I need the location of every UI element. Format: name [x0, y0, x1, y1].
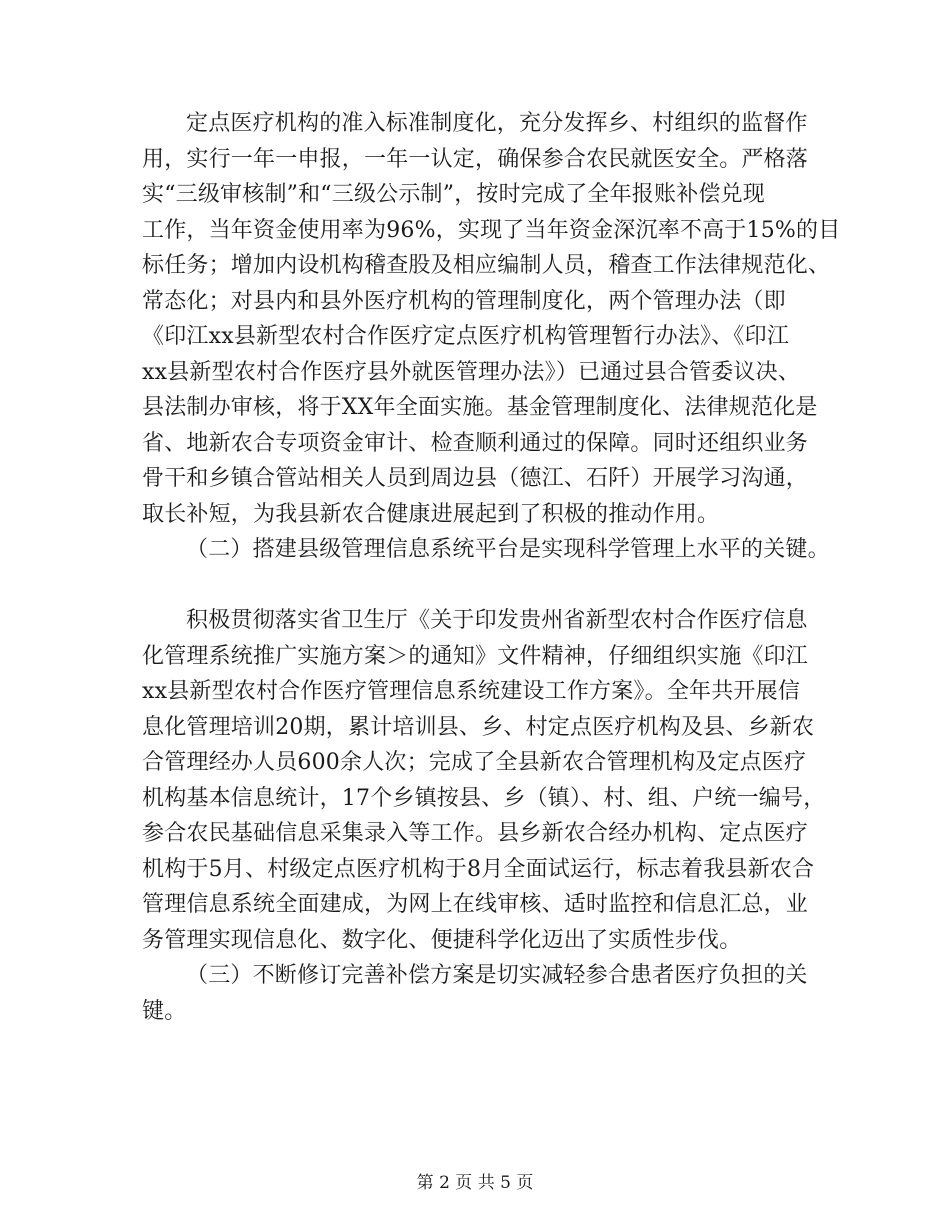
paragraph-line: 取长补短，为我县新农合健康进展起到了积极的推动作用。 — [142, 501, 720, 527]
paragraph-1 — [142, 106, 841, 532]
paragraph-line: 常态化；对县内和县外医疗机构的管理制度化，两个管理办法（即 — [142, 288, 786, 314]
paragraph-line: 务管理实现信息化、数字化、便捷科学化迈出了实质性步伐。 — [142, 927, 742, 953]
paragraph-line: 积极贯彻落实省卫生厅《关于印发贵州省新型农村合作医疗信息 — [186, 608, 808, 633]
paragraph-line: 机构于5月、村级定点医疗机构于8月全面试运行，标志着我县新农合 — [142, 856, 815, 882]
paragraph-line: 参合农民基础信息采集录入等工作。县乡新农合经办机构、定点医疗 — [142, 821, 809, 846]
paragraph-line: 息化管理培训20期，累计培训县、乡、村定点医疗机构及县、乡新农 — [142, 714, 815, 740]
paragraph-line: 工作，当年资金使用率为96%，实现了当年资金深沉率不高于15%的目 — [142, 217, 841, 243]
paragraph-line: 《印江xx县新型农村合作医疗定点医疗机构管理暂行办法》、《印江 — [142, 324, 790, 349]
paragraph-line: 管理信息系统全面建成，为网上在线审核、适时监控和信息汇总，业 — [142, 892, 809, 917]
paragraph-line: 骨干和乡镇合管站相关人员到周边县（德江、石阡）开展学习沟通， — [142, 466, 809, 491]
heading-line: 键。 — [142, 998, 187, 1024]
blank-line — [142, 568, 812, 604]
document-body — [142, 106, 841, 1029]
heading-line: （三）不断修订完善补偿方案是切实减轻参合患者医疗负担的关 — [186, 963, 808, 988]
paragraph-line: 机构基本信息统计，17个乡镇按县、乡（镇）、村、组、户统一编号， — [142, 785, 826, 811]
section-heading-3 — [142, 958, 812, 1029]
paragraph-line: 县法制办审核，将于XX年全面实施。基金管理制度化、法律规范化是 — [142, 395, 818, 420]
paragraph-line: 用，实行一年一申报，一年一认定，确保参合农民就医安全。严格落 — [142, 146, 809, 172]
paragraph-2 — [142, 603, 826, 958]
paragraph-line: 化管理系统推广实施方案＞的通知》文件精神，仔细组织实施《印江 — [142, 643, 809, 669]
paragraph-line: xx县新型农村合作医疗县外就医管理办法》）已通过县合管委议决、 — [142, 359, 801, 385]
paragraph-line: 实“三级审核制”和“三级公示制”，按时完成了全年报账补偿兑现 — [142, 182, 765, 207]
section-heading-2: （二）搭建县级管理信息系统平台是实现科学管理上水平的关键。 — [186, 537, 830, 562]
paragraph-line: 定点医疗机构的准入标准制度化，充分发挥乡、村组织的监督作 — [186, 111, 808, 136]
paragraph-line: 合管理经办人员600余人次；完成了全县新农合管理机构及定点医疗 — [142, 750, 807, 775]
paragraph-line: 省、地新农合专项资金审计、检查顺利通过的保障。同时还组织业务 — [142, 430, 809, 456]
page-number-footer: 第 2 页 共 5 页 — [416, 1173, 534, 1193]
paragraph-line: xx县新型农村合作医疗管理信息系统建设工作方案》。全年共开展信 — [142, 679, 801, 704]
paragraph-line: 标任务；增加内设机构稽查股及相应编制人员，稽查工作法律规范化、 — [142, 253, 831, 278]
